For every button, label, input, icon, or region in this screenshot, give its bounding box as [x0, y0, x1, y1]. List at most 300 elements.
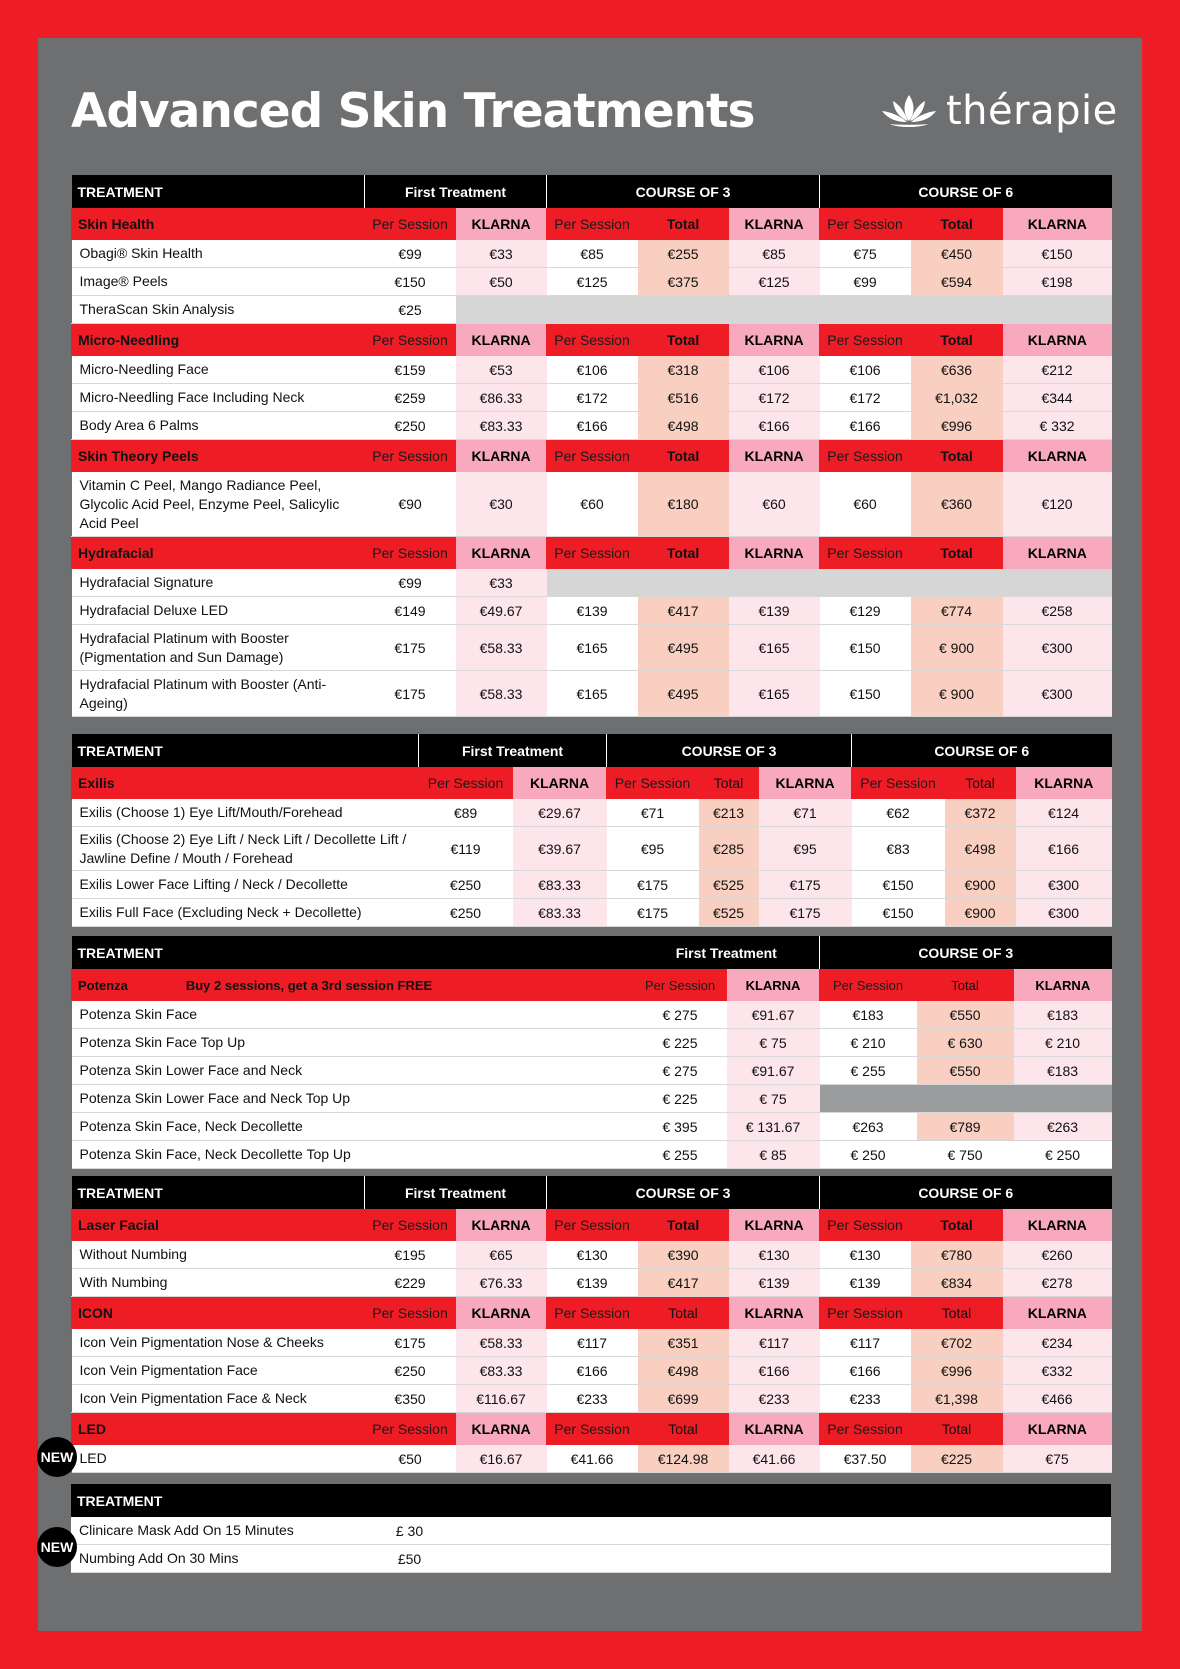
price-cell: €83.33 — [456, 412, 547, 440]
price-cell: €150 — [852, 899, 945, 927]
col-klarna: KLARNA — [456, 440, 547, 473]
price-cell: €29.67 — [513, 799, 607, 827]
price-cell: €636 — [911, 356, 1003, 384]
price-cell: €166 — [729, 1357, 820, 1385]
col-klarna: KLARNA — [513, 767, 607, 799]
section-icon: ICON — [72, 1297, 365, 1330]
price-cell: €71 — [759, 799, 852, 827]
price-cell: €1,032 — [911, 384, 1003, 412]
col-total: Total — [911, 1209, 1003, 1241]
col-per-session: Per Session — [365, 1413, 456, 1446]
empty-cell — [455, 1545, 1111, 1573]
price-cell: €417 — [638, 597, 729, 625]
col-total: Total — [911, 537, 1003, 570]
price-cell: €175 — [759, 871, 852, 899]
treatment-name: Icon Vein Pigmentation Face — [72, 1357, 365, 1385]
price-cell: €166 — [547, 412, 638, 440]
price-cell: €166 — [1016, 827, 1112, 871]
price-cell: €417 — [638, 1269, 729, 1297]
price-cell: €71 — [607, 799, 699, 827]
col-total: Total — [945, 767, 1016, 799]
col-per-session: Per Session — [547, 1297, 638, 1330]
price-cell: €50 — [365, 1445, 456, 1473]
price-cell: € 900 — [911, 671, 1003, 717]
price-cell: € 225 — [634, 1029, 727, 1057]
col-per-session: Per Session — [547, 537, 638, 570]
price-cell: €175 — [607, 899, 699, 927]
price-cell: €65 — [456, 1241, 547, 1269]
col-total: Total — [638, 440, 729, 473]
header-course-3: COURSE OF 3 — [547, 175, 820, 208]
col-per-session: Per Session — [820, 1209, 911, 1241]
treatment-name: Icon Vein Pigmentation Face & Neck — [72, 1385, 365, 1413]
price-cell: € 395 — [634, 1113, 727, 1141]
price-cell: €300 — [1003, 625, 1112, 671]
price-cell: €139 — [547, 1269, 638, 1297]
col-per-session: Per Session — [607, 767, 699, 799]
treatment-name: Exilis Lower Face Lifting / Neck / Decollette — [72, 871, 419, 899]
col-per-session: Per Session — [365, 208, 456, 240]
price-cell: € 75 — [727, 1085, 820, 1113]
price-cell: €180 — [638, 472, 729, 537]
price-cell: €95 — [759, 827, 852, 871]
price-cell: €183 — [1014, 1001, 1112, 1029]
price-cell: €498 — [638, 1357, 729, 1385]
price-cell: €300 — [1016, 871, 1112, 899]
price-cell: € 85 — [727, 1141, 820, 1169]
price-cell: €166 — [729, 412, 820, 440]
empty-cell — [820, 1085, 1112, 1113]
price-cell: €60 — [820, 472, 911, 537]
treatment-name: Numbing Add On 30 Mins — [71, 1545, 364, 1573]
price-cell: € 250 — [1014, 1141, 1112, 1169]
header-first-treatment: First Treatment — [419, 734, 607, 767]
price-cell: €75 — [820, 240, 911, 268]
price-cell: €139 — [547, 597, 638, 625]
price-cell: €375 — [638, 268, 729, 296]
price-cell: €58.33 — [456, 671, 547, 717]
table-row — [72, 671, 1112, 717]
treatment-name: Micro-Needling Face — [72, 356, 365, 384]
price-cell: €233 — [820, 1385, 911, 1413]
price-cell: €125 — [729, 268, 820, 296]
price-cell: €250 — [365, 412, 456, 440]
price-cell: €351 — [638, 1329, 729, 1357]
price-cell: €175 — [365, 671, 456, 717]
table-row — [72, 472, 1112, 537]
col-per-session: Per Session — [365, 1297, 456, 1330]
treatment-name: Hydrafacial Platinum with Booster (Pigmentation and Sun Damage) — [72, 625, 365, 671]
table-row — [71, 1517, 1111, 1545]
price-cell: €495 — [638, 671, 729, 717]
price-cell: £50 — [364, 1545, 455, 1573]
price-cell: €255 — [638, 240, 729, 268]
price-cell: €90 — [365, 472, 456, 537]
price-cell: €117 — [729, 1329, 820, 1357]
price-cell: €225 — [911, 1445, 1003, 1473]
table-row — [72, 1057, 1112, 1085]
table-row — [72, 625, 1112, 671]
price-cell: €372 — [945, 799, 1016, 827]
price-cell: €233 — [547, 1385, 638, 1413]
price-cell: € 210 — [820, 1029, 917, 1057]
treatment-name: LED — [72, 1445, 365, 1473]
price-cell: €83.33 — [513, 899, 607, 927]
price-cell: € 250 — [820, 1141, 917, 1169]
price-cell: € 255 — [820, 1057, 917, 1085]
col-klarna: KLARNA — [1003, 208, 1112, 240]
price-cell: €213 — [699, 799, 759, 827]
price-cell: €120 — [1003, 472, 1112, 537]
col-per-session: Per Session — [547, 324, 638, 357]
col-total: Total — [699, 767, 759, 799]
price-cell: € 131.67 — [727, 1113, 820, 1141]
treatment-name: Exilis (Choose 2) Eye Lift / Neck Lift / Decollette Lift / Jawline Define / Mouth / Forehead — [72, 827, 419, 871]
table-row — [72, 384, 1112, 412]
col-per-session: Per Session — [820, 1297, 911, 1330]
price-cell: €139 — [820, 1269, 911, 1297]
price-cell: €117 — [547, 1329, 638, 1357]
treatment-name: With Numbing — [72, 1269, 365, 1297]
price-cell: € 275 — [634, 1057, 727, 1085]
price-cell: €37.50 — [820, 1445, 911, 1473]
col-klarna: KLARNA — [759, 767, 852, 799]
table-row — [72, 1445, 1112, 1473]
price-cell: €25 — [365, 296, 456, 324]
col-total: Total — [911, 440, 1003, 473]
col-klarna: KLARNA — [1014, 969, 1112, 1001]
price-cell: €62 — [852, 799, 945, 827]
price-cell: €516 — [638, 384, 729, 412]
price-cell: €195 — [365, 1241, 456, 1269]
treatment-name: Clinicare Mask Add On 15 Minutes — [71, 1517, 364, 1545]
price-cell: €16.67 — [456, 1445, 547, 1473]
section-led: LED — [72, 1413, 365, 1446]
table-row — [72, 356, 1112, 384]
price-cell: €85 — [729, 240, 820, 268]
price-cell: €39.67 — [513, 827, 607, 871]
price-cell: €318 — [638, 356, 729, 384]
col-klarna: KLARNA — [456, 208, 547, 240]
lotus-icon — [880, 91, 938, 131]
price-table-addons — [71, 1484, 1111, 1573]
table-row — [72, 871, 1112, 899]
price-cell: €260 — [1003, 1241, 1112, 1269]
col-klarna: KLARNA — [729, 324, 820, 357]
table-row — [71, 1545, 1111, 1573]
table-row — [72, 1269, 1112, 1297]
col-klarna: KLARNA — [456, 537, 547, 570]
price-cell: €58.33 — [456, 625, 547, 671]
price-cell: €699 — [638, 1385, 729, 1413]
price-cell: €780 — [911, 1241, 1003, 1269]
price-cell: €183 — [1014, 1057, 1112, 1085]
price-cell: €594 — [911, 268, 1003, 296]
col-klarna: KLARNA — [1003, 440, 1112, 473]
price-cell: €159 — [365, 356, 456, 384]
price-cell: €234 — [1003, 1329, 1112, 1357]
col-klarna: KLARNA — [1016, 767, 1112, 799]
price-cell: €165 — [729, 671, 820, 717]
promo-text: Buy 2 sessions, get a 3rd session FREE — [185, 977, 433, 993]
price-cell: €550 — [917, 1057, 1014, 1085]
price-cell: €498 — [945, 827, 1016, 871]
price-table-skin — [71, 175, 1112, 717]
price-cell: €91.67 — [727, 1001, 820, 1029]
price-table-exilis — [71, 734, 1112, 927]
treatment-name: Without Numbing — [72, 1241, 365, 1269]
price-cell: €60 — [729, 472, 820, 537]
col-per-session: Per Session — [820, 208, 911, 240]
table-row — [72, 268, 1112, 296]
col-klarna: KLARNA — [456, 1297, 547, 1330]
price-cell: €259 — [365, 384, 456, 412]
price-cell: € 225 — [634, 1085, 727, 1113]
price-cell: €150 — [820, 671, 911, 717]
price-cell: €75 — [1003, 1445, 1112, 1473]
price-cell: €139 — [729, 1269, 820, 1297]
price-cell: €125 — [547, 268, 638, 296]
treatment-name: Image® Peels — [72, 268, 365, 296]
table-row — [72, 799, 1112, 827]
treatment-name: Exilis Full Face (Excluding Neck + Decollette) — [72, 899, 419, 927]
col-total: Total — [911, 1413, 1003, 1446]
price-cell: €702 — [911, 1329, 1003, 1357]
table-row — [72, 1357, 1112, 1385]
price-cell: €525 — [699, 871, 759, 899]
treatment-name: Potenza Skin Face — [72, 1001, 634, 1029]
header-first-treatment: First Treatment — [365, 1176, 547, 1209]
price-cell: €250 — [419, 899, 513, 927]
price-cell: €175 — [759, 899, 852, 927]
price-cell: €550 — [917, 1001, 1014, 1029]
section-laser-facial: Laser Facial — [72, 1209, 365, 1241]
price-cell: €278 — [1003, 1269, 1112, 1297]
treatment-name: Hydrafacial Platinum with Booster (Anti-Ageing) — [72, 671, 365, 717]
price-cell: €166 — [820, 412, 911, 440]
price-cell: €300 — [1016, 899, 1112, 927]
table-row — [72, 1085, 1112, 1113]
price-cell: €900 — [945, 899, 1016, 927]
price-cell: €33 — [456, 569, 547, 597]
price-cell: €150 — [365, 268, 456, 296]
price-cell: €50 — [456, 268, 547, 296]
price-cell: €83.33 — [513, 871, 607, 899]
table-row — [72, 827, 1112, 871]
price-cell: € 332 — [1003, 412, 1112, 440]
section-potenza — [72, 969, 634, 1001]
price-cell: €130 — [547, 1241, 638, 1269]
col-klarna: KLARNA — [729, 440, 820, 473]
price-cell: €183 — [820, 1001, 917, 1029]
price-cell: €86.33 — [456, 384, 547, 412]
treatment-name: Exilis (Choose 1) Eye Lift/Mouth/Forehead — [72, 799, 419, 827]
price-cell: € 75 — [727, 1029, 820, 1057]
col-klarna: KLARNA — [727, 969, 820, 1001]
price-cell: €30 — [456, 472, 547, 537]
brand-name: thérapie — [946, 88, 1118, 134]
price-cell: € 630 — [917, 1029, 1014, 1057]
price-cell: €285 — [699, 827, 759, 871]
price-cell: €263 — [1014, 1113, 1112, 1141]
price-cell: €233 — [729, 1385, 820, 1413]
price-cell: €229 — [365, 1269, 456, 1297]
col-klarna: KLARNA — [729, 1297, 820, 1330]
price-cell: £ 30 — [364, 1517, 455, 1545]
col-klarna: KLARNA — [456, 1413, 547, 1446]
empty-cell — [456, 296, 1112, 324]
price-cell: €996 — [911, 412, 1003, 440]
price-cell: €149 — [365, 597, 456, 625]
treatment-name: Body Area 6 Palms — [72, 412, 365, 440]
col-total: Total — [638, 537, 729, 570]
price-cell: €172 — [820, 384, 911, 412]
col-total: Total — [911, 208, 1003, 240]
price-cell: €106 — [547, 356, 638, 384]
price-cell: €498 — [638, 412, 729, 440]
header-course-6: COURSE OF 6 — [820, 1176, 1112, 1209]
price-cell: €390 — [638, 1241, 729, 1269]
price-cell: €83 — [852, 827, 945, 871]
price-cell: €250 — [419, 871, 513, 899]
price-cell: €150 — [820, 625, 911, 671]
price-cell: €150 — [1003, 240, 1112, 268]
col-klarna: KLARNA — [729, 208, 820, 240]
col-per-session: Per Session — [820, 324, 911, 357]
section-hydrafacial: Hydrafacial — [72, 537, 365, 570]
price-cell: € 210 — [1014, 1029, 1112, 1057]
price-cell: €212 — [1003, 356, 1112, 384]
price-cell: €300 — [1003, 671, 1112, 717]
treatment-name: Potenza Skin Face, Neck Decollette Top Up — [72, 1141, 634, 1169]
col-total: Total — [638, 324, 729, 357]
price-cell: €95 — [607, 827, 699, 871]
table-row — [72, 597, 1112, 625]
brand-logo — [880, 88, 1118, 134]
price-cell: €89 — [419, 799, 513, 827]
table-row — [72, 1141, 1112, 1169]
treatment-name: Hydrafacial Signature — [72, 569, 365, 597]
header-treatment: TREATMENT — [72, 936, 634, 969]
price-cell: €172 — [547, 384, 638, 412]
price-cell: €53 — [456, 356, 547, 384]
price-cell: €85 — [547, 240, 638, 268]
col-per-session: Per Session — [820, 537, 911, 570]
header-first-treatment: First Treatment — [634, 936, 820, 969]
table-row — [72, 899, 1112, 927]
price-cell: €525 — [699, 899, 759, 927]
col-klarna: KLARNA — [729, 1209, 820, 1241]
price-cell: €124.98 — [638, 1445, 729, 1473]
price-cell: €99 — [820, 268, 911, 296]
price-cell: €106 — [820, 356, 911, 384]
price-cell: €198 — [1003, 268, 1112, 296]
price-cell: €58.33 — [456, 1329, 547, 1357]
price-cell: €41.66 — [547, 1445, 638, 1473]
price-cell: €774 — [911, 597, 1003, 625]
col-per-session: Per Session — [365, 1209, 456, 1241]
col-per-session: Per Session — [419, 767, 513, 799]
table-row — [72, 1241, 1112, 1269]
header-treatment: TREATMENT — [71, 1484, 1111, 1517]
price-cell: €165 — [547, 671, 638, 717]
price-cell: €106 — [729, 356, 820, 384]
section-exilis: Exilis — [72, 767, 419, 799]
price-cell: €175 — [365, 1329, 456, 1357]
table-row — [72, 240, 1112, 268]
table-row — [72, 1113, 1112, 1141]
treatment-name: Potenza Skin Lower Face and Neck — [72, 1057, 634, 1085]
price-cell: €996 — [911, 1357, 1003, 1385]
price-cell: €789 — [917, 1113, 1014, 1141]
col-per-session: Per Session — [547, 440, 638, 473]
price-cell: €263 — [820, 1113, 917, 1141]
price-cell: €344 — [1003, 384, 1112, 412]
price-cell: € 900 — [911, 625, 1003, 671]
col-total: Total — [911, 324, 1003, 357]
col-per-session: Per Session — [820, 969, 917, 1001]
treatment-name: TheraScan Skin Analysis — [72, 296, 365, 324]
table-row — [72, 1029, 1112, 1057]
price-cell: €150 — [852, 871, 945, 899]
price-cell: € 750 — [917, 1141, 1014, 1169]
treatment-name: Icon Vein Pigmentation Nose & Cheeks — [72, 1329, 365, 1357]
price-table-potenza — [71, 936, 1112, 1169]
col-total: Total — [638, 208, 729, 240]
price-cell: €91.67 — [727, 1057, 820, 1085]
col-klarna: KLARNA — [1003, 1413, 1112, 1446]
price-cell: €49.67 — [456, 597, 547, 625]
col-total: Total — [911, 1297, 1003, 1330]
treatment-name: Micro-Needling Face Including Neck — [72, 384, 365, 412]
col-per-session: Per Session — [365, 440, 456, 473]
price-cell: €175 — [607, 871, 699, 899]
table-row — [72, 1001, 1112, 1029]
price-cell: €130 — [820, 1241, 911, 1269]
header-treatment: TREATMENT — [72, 1176, 365, 1209]
price-cell: €172 — [729, 384, 820, 412]
empty-cell — [455, 1517, 1111, 1545]
col-total: Total — [638, 1209, 729, 1241]
price-cell: €60 — [547, 472, 638, 537]
price-cell: €117 — [820, 1329, 911, 1357]
col-per-session: Per Session — [365, 537, 456, 570]
col-klarna: KLARNA — [1003, 1209, 1112, 1241]
col-total: Total — [917, 969, 1014, 1001]
section-skin-health: Skin Health — [72, 208, 365, 240]
section-micro-needling: Micro-Needling — [72, 324, 365, 357]
price-cell: €99 — [365, 569, 456, 597]
treatment-name: Obagi® Skin Health — [72, 240, 365, 268]
header-course-3: COURSE OF 3 — [820, 936, 1112, 969]
price-cell: €166 — [547, 1357, 638, 1385]
price-cell: €1,398 — [911, 1385, 1003, 1413]
col-klarna: KLARNA — [1003, 1297, 1112, 1330]
price-cell: €83.33 — [456, 1357, 547, 1385]
price-cell: €139 — [729, 597, 820, 625]
treatment-name: Potenza Skin Lower Face and Neck Top Up — [72, 1085, 634, 1113]
col-per-session: Per Session — [365, 324, 456, 357]
price-cell: €33 — [456, 240, 547, 268]
page-title: Advanced Skin Treatments — [71, 84, 755, 139]
col-per-session: Per Session — [547, 1413, 638, 1446]
header-first-treatment: First Treatment — [365, 175, 547, 208]
price-cell: €250 — [365, 1357, 456, 1385]
table-row — [72, 1385, 1112, 1413]
price-cell: €116.67 — [456, 1385, 547, 1413]
table-row — [72, 569, 1112, 597]
col-per-session: Per Session — [852, 767, 945, 799]
